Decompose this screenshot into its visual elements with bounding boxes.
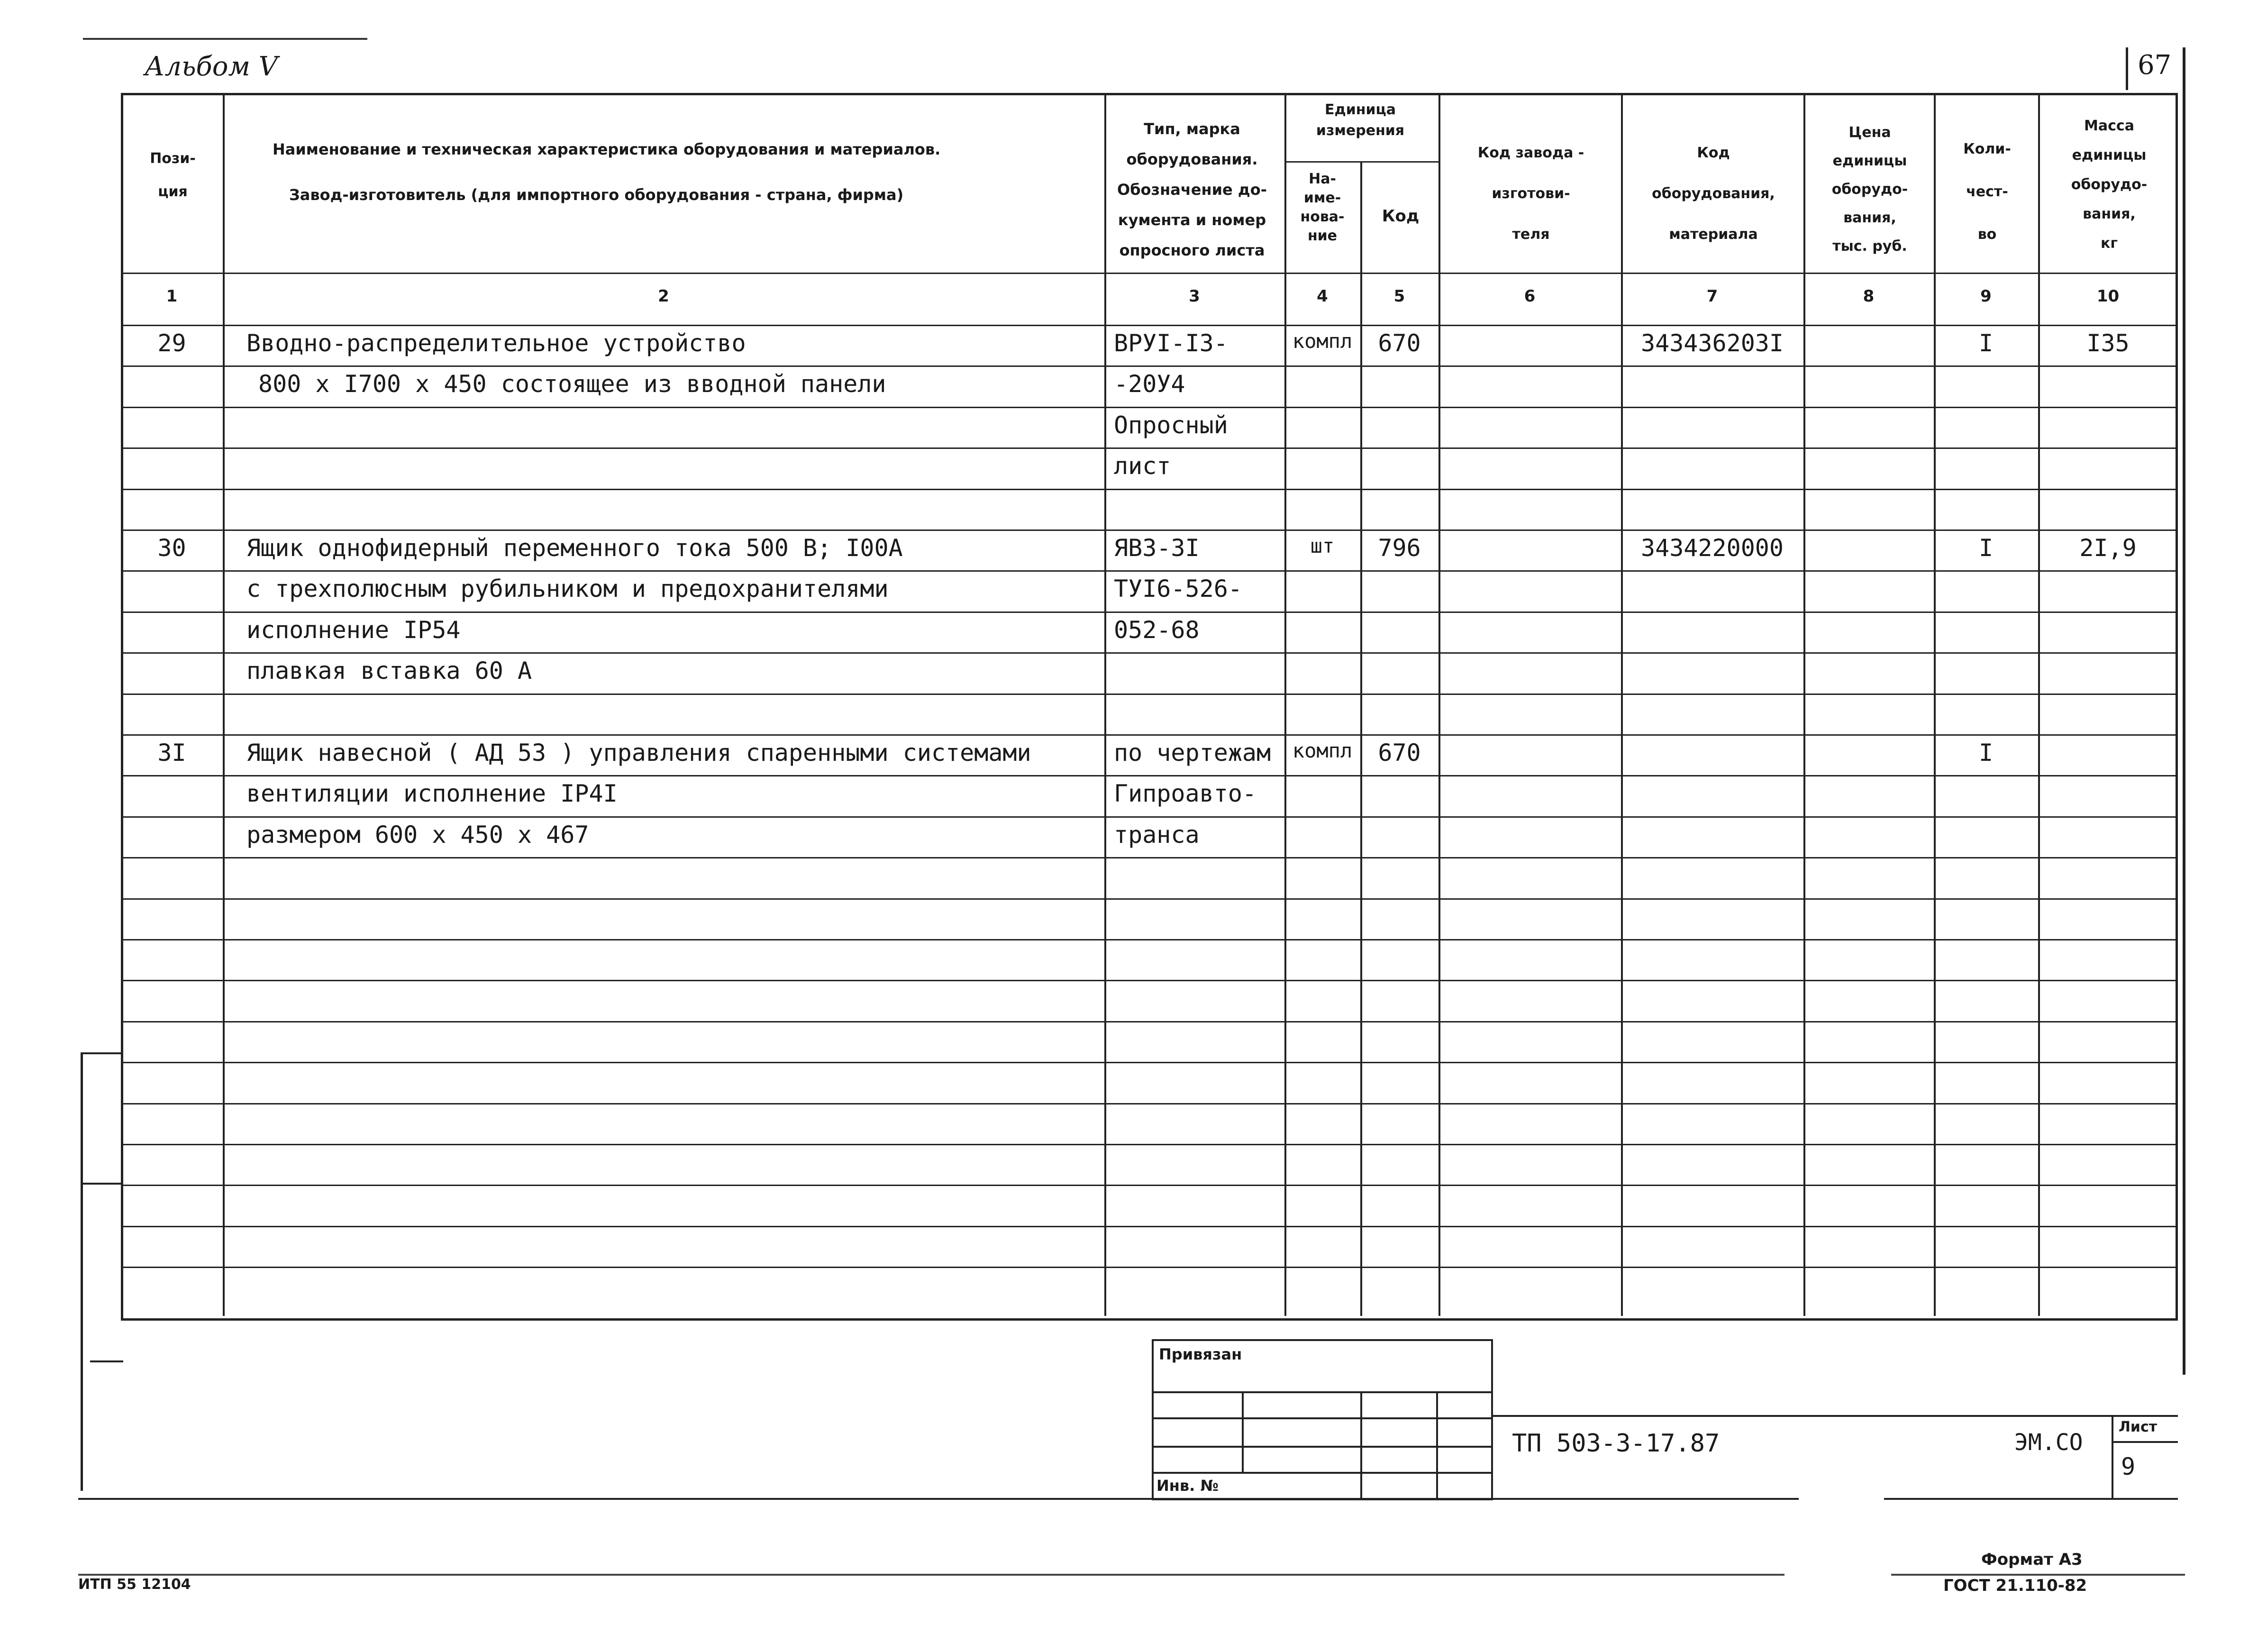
row-line bbox=[121, 529, 2178, 531]
row-name: 800 х I700 х 450 состоящее из вводной панели bbox=[258, 370, 886, 398]
row-line bbox=[121, 980, 2178, 981]
doc-code: ТП 503-3-17.87 bbox=[1512, 1429, 1720, 1458]
row-mass: 2I,9 bbox=[2079, 534, 2137, 562]
header-manufacturer: Завод-изготовитель (для импортного оборудования - страна, фирма) bbox=[289, 186, 904, 204]
unit-subheader-line bbox=[1284, 161, 1438, 163]
row-name: Ящик навесной ( АД 53 ) управления спаренными системами bbox=[246, 739, 1031, 767]
title-block-line bbox=[1493, 1415, 2178, 1417]
row-type: по чертежам bbox=[1114, 739, 1271, 767]
doc-mark: ЭМ.СО bbox=[2014, 1429, 2083, 1456]
title-block-vline bbox=[2112, 1415, 2113, 1498]
row-name: исполнение IP54 bbox=[246, 616, 461, 644]
row-quantity: I bbox=[1978, 534, 1994, 562]
row-type: транса bbox=[1114, 821, 1200, 849]
row-name: с трехполюсным рубильником и предохранителями bbox=[246, 575, 889, 602]
row-type: Гипроавто- bbox=[1114, 780, 1257, 807]
column-number-line bbox=[121, 325, 2178, 326]
binding-tick bbox=[81, 1052, 123, 1054]
row-quantity: I bbox=[1978, 329, 1994, 357]
row-line bbox=[121, 1062, 2178, 1063]
page-number-frame bbox=[2126, 47, 2128, 90]
column-line bbox=[2038, 93, 2040, 1316]
header-name: Наименование и техническая характеристика оборудования и материалов. bbox=[273, 140, 941, 158]
row-unit-code: 796 bbox=[1378, 534, 1421, 562]
row-name: плавкая вставка 60 А bbox=[246, 657, 532, 685]
row-line bbox=[121, 1021, 2178, 1022]
row-line bbox=[121, 1103, 2178, 1104]
footer-left: ИТП 55 12104 bbox=[78, 1576, 191, 1593]
binding-tick bbox=[90, 1360, 123, 1362]
stamp-vline bbox=[1436, 1391, 1438, 1500]
header-quantity: Коли- чест- во bbox=[1963, 141, 2011, 243]
row-name: вентиляции исполнение IP4I bbox=[246, 780, 618, 807]
stamp-vline bbox=[1242, 1391, 1244, 1472]
row-line bbox=[121, 857, 2178, 858]
row-line bbox=[121, 612, 2178, 613]
header-equipment-code: Код оборудования, материала bbox=[1652, 145, 1775, 243]
row-line bbox=[121, 1267, 2178, 1268]
row-type: лист bbox=[1114, 452, 1171, 480]
row-line bbox=[121, 447, 2178, 449]
row-type: Опросный bbox=[1114, 411, 1228, 439]
stamp-line bbox=[1152, 1417, 1493, 1419]
stamp-line bbox=[1152, 1391, 1493, 1393]
spec-table-frame bbox=[121, 93, 2178, 1321]
row-line bbox=[121, 570, 2178, 572]
row-name: Вводно-распределительное устройство bbox=[246, 329, 746, 357]
column-number: 1 bbox=[166, 287, 178, 306]
bottom-rule bbox=[78, 1498, 1799, 1500]
stamp-vline bbox=[1360, 1391, 1362, 1500]
row-line bbox=[121, 898, 2178, 900]
sheet-label: Лист bbox=[2119, 1419, 2158, 1435]
right-border bbox=[2183, 47, 2185, 1375]
row-mass: I35 bbox=[2086, 329, 2130, 357]
row-line bbox=[121, 652, 2178, 654]
column-number: 6 bbox=[1524, 287, 1536, 306]
row-type: ЯВЗ-3I bbox=[1114, 534, 1200, 562]
row-position: 29 bbox=[157, 329, 186, 357]
column-number: 7 bbox=[1706, 287, 1718, 306]
stamp-inv: Инв. № bbox=[1156, 1477, 1219, 1495]
binding-tick bbox=[81, 1183, 123, 1185]
page-number: 67 bbox=[2138, 50, 2172, 81]
stamp-line bbox=[1152, 1446, 1493, 1448]
column-number: 10 bbox=[2096, 287, 2120, 306]
column-line bbox=[1438, 93, 1440, 1316]
row-name: Ящик однофидерный переменного тока 500 В; I00А bbox=[246, 534, 903, 562]
row-line bbox=[121, 734, 2178, 736]
row-position: 3I bbox=[157, 739, 186, 767]
stamp-box bbox=[1152, 1339, 1493, 1500]
row-line bbox=[121, 1226, 2178, 1227]
title-block-line bbox=[2112, 1441, 2178, 1443]
row-line bbox=[121, 775, 2178, 776]
header-maker-code: Код завода - изготови- теля bbox=[1477, 145, 1584, 243]
footer-format: Формат А3 bbox=[1981, 1550, 2083, 1569]
column-line bbox=[1284, 93, 1286, 1316]
column-number: 8 bbox=[1863, 287, 1875, 306]
column-number: 3 bbox=[1189, 287, 1200, 306]
row-unit-code: 670 bbox=[1378, 329, 1421, 357]
row-unit: шт bbox=[1310, 534, 1335, 557]
header-price: Цена единицы оборудо- вания, тыс. руб. bbox=[1831, 124, 1908, 255]
footer-rule bbox=[78, 1574, 1784, 1576]
footer-rule bbox=[1891, 1574, 2185, 1576]
column-line bbox=[1621, 93, 1623, 1316]
row-type: ТУI6-526- bbox=[1114, 575, 1242, 602]
top-rule bbox=[83, 38, 367, 40]
row-line bbox=[121, 365, 2178, 367]
row-line bbox=[121, 816, 2178, 818]
row-line bbox=[121, 1185, 2178, 1186]
column-line bbox=[1803, 93, 1805, 1316]
header-unit-name: На- име- нова- ние bbox=[1300, 171, 1345, 244]
column-number: 4 bbox=[1317, 287, 1328, 306]
header-mass: Масса единицы оборудо- вания, кг bbox=[2071, 118, 2148, 252]
binding-strip bbox=[81, 1052, 83, 1491]
column-line bbox=[1104, 93, 1106, 1316]
row-line bbox=[121, 939, 2178, 940]
bottom-rule bbox=[1884, 1498, 2178, 1500]
row-unit: компл bbox=[1292, 329, 1353, 353]
header-type: Тип, марка оборудования. Обозначение до- кумента и номер опросного листа bbox=[1117, 120, 1267, 259]
stamp-line bbox=[1152, 1472, 1493, 1474]
row-equipment-code: 343436203I bbox=[1640, 329, 1784, 357]
row-line bbox=[121, 694, 2178, 695]
header-unit: Единица измерения bbox=[1316, 101, 1405, 139]
row-line bbox=[121, 489, 2178, 490]
header-unit-code: Код bbox=[1382, 207, 1420, 226]
header-bottom-line bbox=[121, 273, 2178, 274]
row-unit: компл bbox=[1292, 739, 1353, 762]
row-quantity: I bbox=[1978, 739, 1994, 767]
column-number: 2 bbox=[658, 287, 669, 306]
row-name: размером 600 х 450 х 467 bbox=[246, 821, 589, 849]
row-type: -20У4 bbox=[1114, 370, 1185, 398]
row-position: 30 bbox=[157, 534, 186, 562]
column-number: 5 bbox=[1393, 287, 1405, 306]
column-line bbox=[1934, 93, 1936, 1316]
row-unit-code: 670 bbox=[1378, 739, 1421, 767]
column-line bbox=[223, 93, 225, 1316]
stamp-privyazan: Привязан bbox=[1159, 1345, 1242, 1363]
sheet-number: 9 bbox=[2121, 1453, 2136, 1480]
header-position: Пози- ция bbox=[150, 150, 196, 200]
row-line bbox=[121, 1144, 2178, 1145]
row-type: ВРУI-I3- bbox=[1114, 329, 1228, 357]
row-type: 052-68 bbox=[1114, 616, 1200, 644]
column-number: 9 bbox=[1980, 287, 1992, 306]
footer-gost: ГОСТ 21.110-82 bbox=[1943, 1576, 2087, 1595]
row-line bbox=[121, 407, 2178, 408]
album-label: Альбом V bbox=[145, 51, 278, 82]
row-equipment-code: 3434220000 bbox=[1640, 534, 1784, 562]
